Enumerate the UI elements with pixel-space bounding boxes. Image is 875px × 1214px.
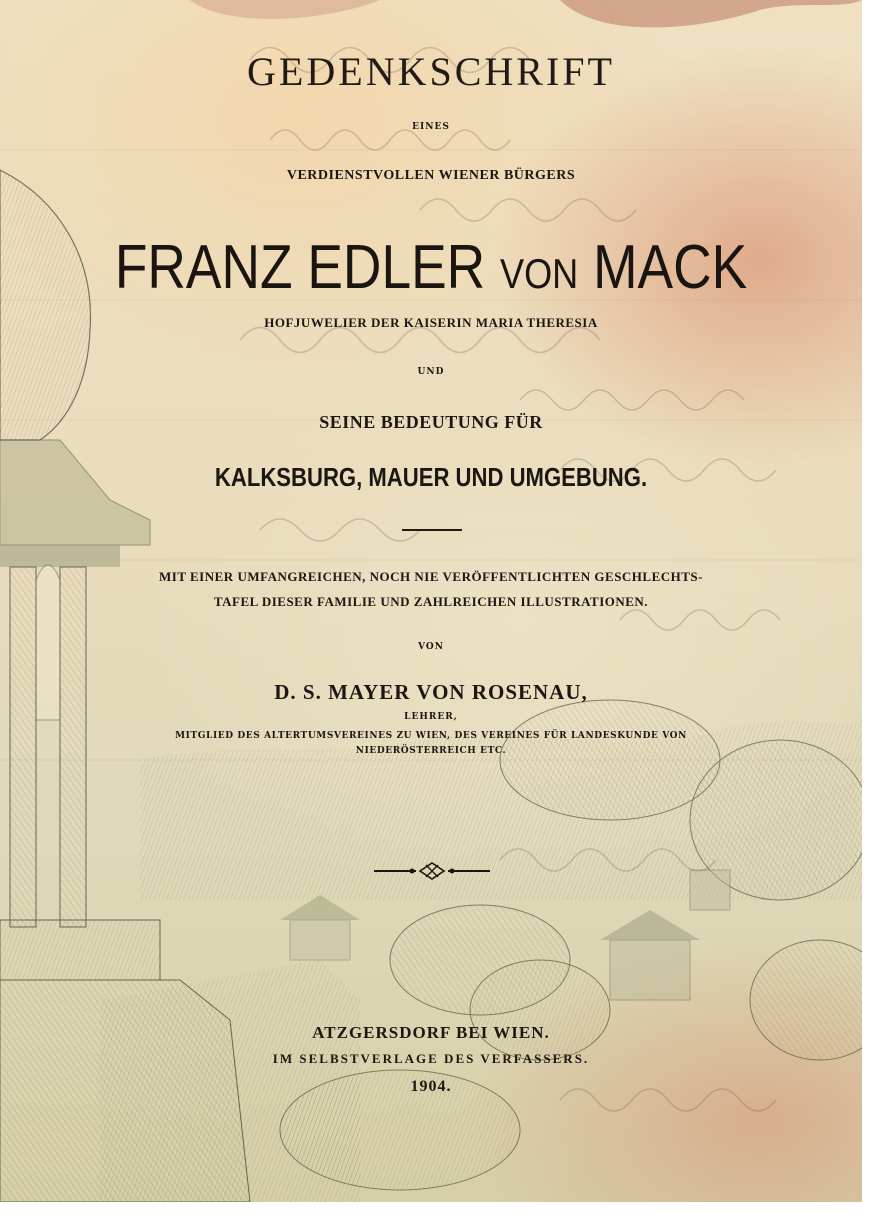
- divider-rule: [402, 529, 462, 531]
- title-connector-eines: EINES: [412, 122, 450, 132]
- supplement-line-1: MIT EINER UMFANGREICHEN, NOCH NIE VERÖFFENTLICHTEN GESCHLECHTS-: [159, 569, 703, 584]
- significance-line: SEINE BEDEUTUNG FÜR: [319, 412, 543, 432]
- imprint-publisher: IM SELBSTVERLAGE DES VERFASSERS.: [272, 1051, 590, 1066]
- book-title: GEDENKSCHRIFT: [247, 49, 615, 94]
- imprint-place: ATZGERSDORF BEI WIEN.: [312, 1023, 550, 1042]
- name-part-2: MACK: [593, 233, 748, 302]
- name-von: VON: [499, 250, 579, 297]
- name-part-1: FRANZ EDLER: [114, 233, 486, 302]
- von-label: VON: [418, 642, 444, 652]
- places-line: KALKSBURG, MAUER UND UMGEBUNG.: [214, 462, 648, 492]
- imprint-year: 1904.: [410, 1078, 452, 1095]
- supplement-line-2: TAFEL DIESER FAMILIE UND ZAHLREICHEN ILLUSTRATIONEN.: [213, 594, 649, 609]
- author-name: D. S. MAYER VON ROSENAU,: [274, 680, 588, 704]
- author-profession: LEHRER,: [404, 712, 458, 722]
- person-role: HOFJUWELIER DER KAISERIN MARIA THERESIA: [264, 315, 598, 330]
- fleuron-ornament-icon: [372, 862, 492, 880]
- person-name: [60, 232, 801, 303]
- subtitle-line: VERDIENSTVOLLEN WIENER BÜRGERS: [286, 168, 576, 183]
- connector-und: UND: [417, 367, 445, 377]
- author-membership-line-2: NIEDERÖSTERREICH ETC.: [355, 746, 507, 756]
- author-membership-line-1: MITGLIED DES ALTERTUMSVEREINES ZU WIEN, DES VEREINES FÜR LANDESKUNDE VON: [175, 731, 687, 741]
